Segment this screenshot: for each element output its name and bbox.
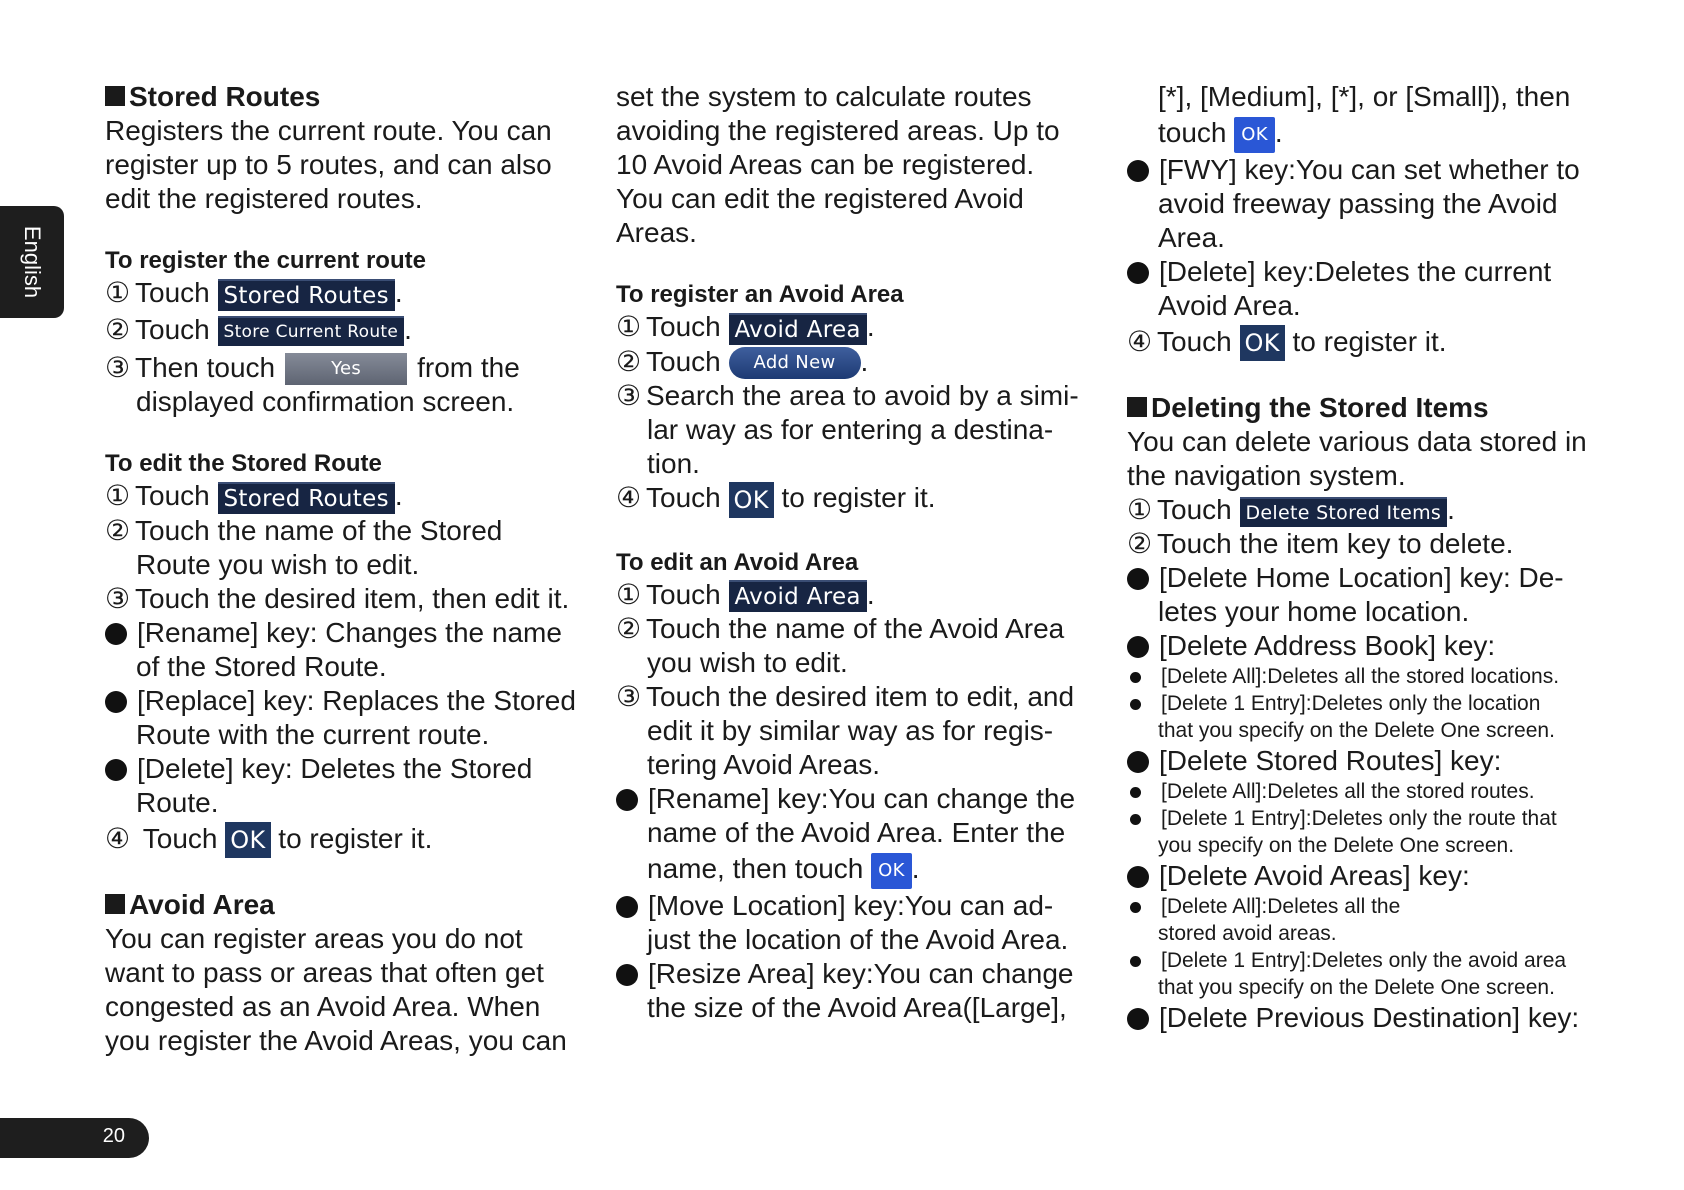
sub-bullet-continued: that you specify on the Delete One screen. xyxy=(1158,719,1555,743)
bullet-icon xyxy=(105,759,127,781)
bullet-continued: touch OK . xyxy=(1127,116,1607,153)
paragraph-line: avoiding the registered areas. Up to xyxy=(616,115,1060,146)
step-4: ④ Touch OK to register it. xyxy=(105,822,595,859)
small-bullet-icon xyxy=(1130,672,1141,683)
paragraph-line: you register the Avoid Areas, you can xyxy=(105,1025,567,1057)
store-current-route-button[interactable]: Store Current Route xyxy=(218,316,405,346)
small-bullet-icon xyxy=(1130,902,1141,913)
step-4: ④ Touch OK to register it. xyxy=(616,481,1098,518)
bullet-icon xyxy=(1127,1008,1149,1030)
paragraph-line: register up to 5 routes, and can also xyxy=(105,149,552,180)
paragraph-line: congested as an Avoid Area. When xyxy=(105,991,541,1023)
step-2: ② Touch Store Current Route . xyxy=(105,313,412,345)
sub-bullet: [Delete All]:Deletes all the stored routes. xyxy=(1127,778,1607,805)
ok-button[interactable]: OK xyxy=(729,482,774,518)
page-number: 20 xyxy=(102,1125,125,1147)
column-2 xyxy=(616,80,1098,1025)
step-3: ③ Search the area to avoid by a simi- xyxy=(616,380,1079,412)
bullet-delete-previous-destination: [Delete Previous Destination] key: xyxy=(1127,1001,1607,1035)
bullet-continued: Route. xyxy=(136,786,219,818)
bullet-continued: [*], [Medium], [*], or [Small]), then xyxy=(1158,81,1571,112)
bullet-continued: letes your home location. xyxy=(1158,596,1470,628)
section-heading-deleting-stored-items: Deleting the Stored Items xyxy=(1127,391,1607,425)
sub-bullet: [Delete 1 Entry]:Deletes only the avoid area xyxy=(1127,947,1607,974)
sub-bullet-continued: that you specify on the Delete One screen. xyxy=(1158,976,1555,1000)
bullet-icon xyxy=(616,964,638,986)
bullet-rename: [Rename] key:You can change the xyxy=(616,782,1098,816)
bullet-delete: [Delete] key: Deletes the Stored xyxy=(105,752,595,786)
ok-button[interactable]: OK xyxy=(1234,117,1275,153)
bullet-icon xyxy=(1127,636,1149,658)
step-1: ① Touch Avoid Area . xyxy=(616,578,875,611)
paragraph-line: edit the registered routes. xyxy=(105,183,423,214)
step-3-continued: lar way as for entering a destina- xyxy=(647,414,1054,446)
ok-button[interactable]: OK xyxy=(871,853,912,889)
subheading-register-avoid-area: To register an Avoid Area xyxy=(616,281,904,308)
square-bullet-icon xyxy=(105,894,125,914)
step-3-continued: edit it by similar way as for regis- xyxy=(647,715,1054,747)
step-2-continued: Route you wish to edit. xyxy=(136,548,420,580)
step-3: ③ Touch the desired item to edit, and xyxy=(616,681,1075,713)
square-bullet-icon xyxy=(105,86,125,106)
bullet-continued: the size of the Avoid Area([Large], xyxy=(647,992,1067,1024)
sub-bullet: [Delete All]:Deletes all the xyxy=(1127,893,1607,920)
step-1: ① Touch Stored Routes . xyxy=(105,277,403,309)
small-bullet-icon xyxy=(1130,699,1141,710)
square-bullet-icon xyxy=(1127,397,1147,417)
bullet-fwy: [FWY] key:You can set whether to xyxy=(1127,153,1607,187)
sub-bullet: [Delete All]:Deletes all the stored locations. xyxy=(1127,663,1607,690)
language-label: English xyxy=(20,225,45,299)
sub-bullet-continued: stored avoid areas. xyxy=(1158,922,1337,946)
paragraph-line: You can delete various data stored in xyxy=(1127,426,1587,458)
paragraph-line: the navigation system. xyxy=(1127,460,1406,492)
avoid-area-button[interactable]: Avoid Area xyxy=(729,313,867,345)
subheading-edit-stored-route: To edit the Stored Route xyxy=(105,450,382,478)
section-heading-stored-routes: Stored Routes xyxy=(105,80,595,114)
bullet-resize-area: [Resize Area] key:You can change xyxy=(616,957,1098,991)
bullet-continued: Area. xyxy=(1158,221,1225,253)
step-4: ④ Touch OK to register it. xyxy=(1127,325,1607,362)
bullet-continued: Avoid Area. xyxy=(1158,289,1301,321)
bullet-continued: Route with the current route. xyxy=(136,718,490,750)
section-heading-avoid-area: Avoid Area xyxy=(105,888,595,922)
bullet-icon xyxy=(1127,262,1149,284)
bullet-replace: [Replace] key: Replaces the Stored xyxy=(105,684,595,718)
step-1: ① Touch Stored Routes . xyxy=(105,480,403,512)
step-2: ② Touch the item key to delete. xyxy=(1127,528,1514,560)
bullet-move-location: [Move Location] key:You can ad- xyxy=(616,889,1098,923)
sub-bullet: [Delete 1 Entry]:Deletes only the route that xyxy=(1127,805,1607,832)
ok-button[interactable]: OK xyxy=(1240,325,1285,361)
avoid-area-button[interactable]: Avoid Area xyxy=(729,580,867,612)
step-2: ② Touch the name of the Stored xyxy=(105,514,503,546)
paragraph-line: set the system to calculate routes xyxy=(616,81,1032,112)
add-new-button[interactable]: Add New xyxy=(729,347,861,379)
paragraph-line: Registers the current route. You can xyxy=(105,115,552,146)
bullet-continued: avoid freeway passing the Avoid xyxy=(1158,187,1558,219)
bullet-icon xyxy=(616,896,638,918)
bullet-icon xyxy=(616,789,638,811)
step-3-continued: tering Avoid Areas. xyxy=(647,749,880,781)
bullet-continued: name of the Avoid Area. Enter the xyxy=(647,817,1066,849)
bullet-delete-address-book: [Delete Address Book] key: xyxy=(1127,629,1607,663)
step-3: ③ Touch the desired item, then edit it. xyxy=(105,582,570,614)
bullet-delete-avoid-areas: [Delete Avoid Areas] key: xyxy=(1127,859,1607,893)
small-bullet-icon xyxy=(1130,787,1141,798)
step-2: ② Touch the name of the Avoid Area xyxy=(616,613,1065,645)
bullet-continued: just the location of the Avoid Area. xyxy=(647,924,1069,956)
bullet-icon xyxy=(1127,160,1149,182)
yes-button[interactable]: Yes xyxy=(285,353,407,385)
paragraph-line: Areas. xyxy=(616,217,697,248)
ok-button[interactable]: OK xyxy=(225,822,270,858)
small-bullet-icon xyxy=(1130,814,1141,825)
step-1: ① Touch Delete Stored Items . xyxy=(1127,494,1455,526)
step-2-continued: you wish to edit. xyxy=(647,647,848,679)
step-2: ② Touch Add New . xyxy=(616,345,1098,380)
sub-bullet-continued: you specify on the Delete One screen. xyxy=(1158,834,1515,858)
bullet-delete: [Delete] key:Deletes the current xyxy=(1127,255,1607,289)
bullet-delete-home: [Delete Home Location] key: De- xyxy=(1127,561,1607,595)
paragraph-line: want to pass or areas that often get xyxy=(105,957,544,989)
bullet-continued: name, then touch OK . xyxy=(616,852,1098,889)
page-number-tab xyxy=(0,1118,149,1158)
sub-bullet: [Delete 1 Entry]:Deletes only the location xyxy=(1127,690,1607,717)
bullet-rename: [Rename] key: Changes the name xyxy=(105,616,595,650)
small-bullet-icon xyxy=(1130,956,1141,967)
bullet-icon xyxy=(1127,866,1149,888)
bullet-icon xyxy=(1127,751,1149,773)
bullet-continued: of the Stored Route. xyxy=(136,650,387,682)
paragraph-line: 10 Avoid Areas can be registered. xyxy=(616,149,1035,180)
column-1 xyxy=(105,80,595,1058)
bullet-delete-stored-routes: [Delete Stored Routes] key: xyxy=(1127,744,1607,778)
delete-stored-items-button[interactable]: Delete Stored Items xyxy=(1240,497,1448,527)
subheading-edit-avoid-area: To edit an Avoid Area xyxy=(616,548,859,576)
step-3-continued: tion. xyxy=(647,448,700,480)
stored-routes-button[interactable]: Stored Routes xyxy=(218,279,395,311)
bullet-icon xyxy=(105,623,127,645)
bullet-icon xyxy=(1127,568,1149,590)
step-3: ③ Then touch Yes from the xyxy=(105,351,595,386)
bullet-icon xyxy=(105,691,127,713)
subheading-register-current-route: To register the current route xyxy=(105,247,426,274)
paragraph-line: You can register areas you do not xyxy=(105,923,523,955)
stored-routes-button[interactable]: Stored Routes xyxy=(218,482,395,514)
column-3 xyxy=(1127,80,1607,1035)
language-tab xyxy=(0,206,64,318)
step-3-continued: displayed confirmation screen. xyxy=(136,386,515,418)
step-1: ① Touch Avoid Area . xyxy=(616,311,875,343)
paragraph-line: You can edit the registered Avoid xyxy=(616,183,1024,214)
